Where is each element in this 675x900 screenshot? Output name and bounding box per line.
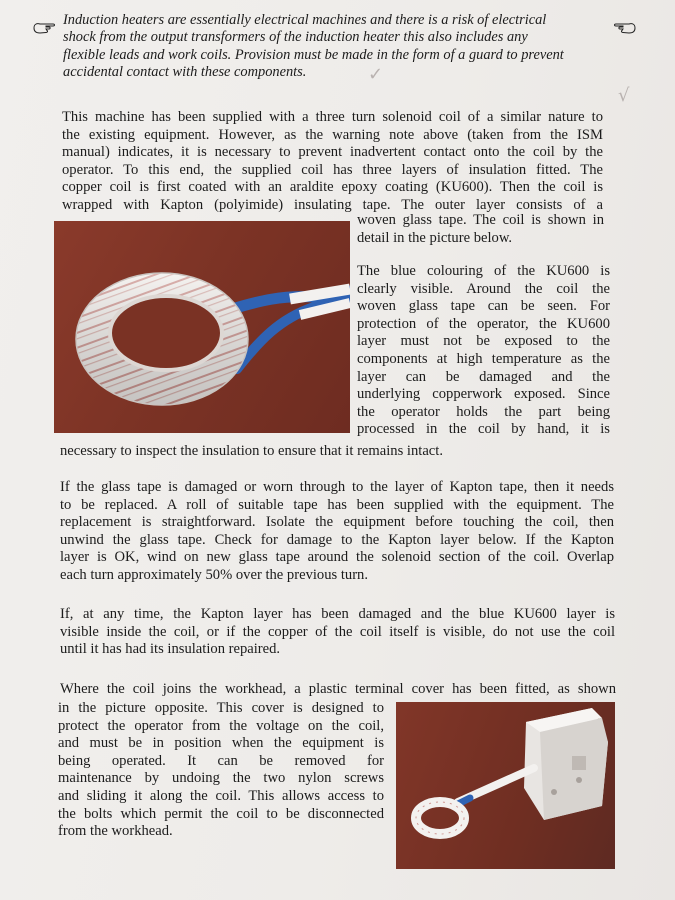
text-line: the operator holds the part being: [357, 403, 610, 420]
warning-line: shock from the output transformers of the induction heater this also includes any: [63, 29, 528, 46]
text-line: layer can be damaged and the: [357, 368, 610, 385]
terminal-cover-illustration: [396, 702, 615, 869]
text-line: layer is OK, wind on new glass tape around the solenoid section of the coil. Overlap: [60, 549, 614, 566]
pointing-hand-icon: [33, 21, 57, 35]
pencil-mark: √: [618, 85, 630, 106]
text-line: in the picture opposite. This cover is designed to: [58, 700, 384, 716]
text-line: maintenance by undoing the two nylon screws: [58, 770, 384, 787]
pencil-mark: ✓: [368, 64, 384, 85]
text-line: processed in the coil by hand, it is: [357, 421, 610, 438]
text-line: until it has had its insulation repaired.: [60, 641, 281, 658]
text-line: If the glass tape is damaged or worn through to the layer of Kapton tape, then it needs: [60, 479, 614, 495]
paragraph-terminal-cover: [58, 700, 384, 841]
pointing-hand-icon: [612, 21, 636, 35]
text-line: and must be in position when the equipment is: [58, 735, 384, 752]
coil-illustration: [54, 221, 350, 433]
text-line: the existing equipment. However, as the warning note above (taken from the ISM: [62, 126, 603, 143]
text-line: protect the operator from the voltage on the coil,: [58, 717, 384, 734]
text-line: and sliding it along the coil. This allows access to: [58, 787, 384, 804]
paragraph-terminal-cover-intro: [60, 681, 616, 699]
paragraph-kapton-damage: [60, 606, 615, 659]
text-line: the bolts which permit the coil to be disconnected: [58, 805, 384, 822]
paragraph-ku600: [357, 263, 610, 439]
text-line: The blue colouring of the KU600 is: [357, 263, 610, 279]
text-line: necessary to inspect the insulation to ensure that it remains intact.: [60, 443, 443, 459]
paragraph-glass-tape: [60, 479, 614, 585]
text-line: operator. To this end, the supplied coil has three layers of insulation fitted. The: [62, 161, 603, 178]
text-line: layer must not be exposed to the: [357, 333, 610, 350]
text-line: copper coil is first coated with an araldite epoxy coating (KU600). Then the coil is: [62, 179, 603, 196]
text-line: replacement is straightforward. Isolate the equipment before touching the coil, then: [60, 514, 614, 531]
paragraph-ku600-end: [60, 443, 620, 461]
text-line: Where the coil joins the workhead, a plastic terminal cover has been fitted, as shown: [60, 681, 616, 697]
text-line: woven glass tape. The coil is shown in: [357, 212, 604, 228]
warning-line: Induction heaters are essentially electrical machines and there is a risk of electrical: [63, 12, 547, 28]
paragraph-insulation-wrap: [357, 212, 604, 247]
text-line: from the workhead.: [58, 823, 173, 840]
text-line: unwind the glass tape. Check for damage to the Kapton layer below. If the Kapton: [60, 531, 614, 548]
text-line: wrapped with Kapton (polyimide) insulating tape. The outer layer consists of a: [62, 196, 603, 213]
text-line: If, at any time, the Kapton layer has been damaged and the blue KU600 layer is: [60, 606, 615, 622]
warning-note: [63, 12, 603, 82]
text-line: to be replaced. A roll of suitable tape has been supplied with the equipment. The: [60, 496, 614, 513]
text-line: visible inside the coil, or if the copper of the coil itself is visible, do not use the coil: [60, 623, 615, 640]
text-line: manual) indicates, it is necessary to prevent inadvertent contact onto the coil by the: [62, 144, 603, 161]
text-line: each turn approximately 50% over the previous turn.: [60, 566, 368, 583]
text-line: being operated. It can be removed for: [58, 752, 384, 769]
warning-line: flexible leads and work coils. Provision must be made in the form of a guard to prevent: [63, 46, 564, 63]
coil-photo: [54, 221, 350, 433]
text-line: protection of the operator, the KU600: [357, 315, 610, 332]
paragraph-insulation-intro: [62, 109, 603, 215]
text-line: This machine has been supplied with a three turn solenoid coil of a similar nature to: [62, 109, 603, 125]
text-line: components at high temperature as the: [357, 350, 610, 367]
text-line: woven glass tape can be seen. For: [357, 298, 610, 315]
warning-line: accidental contact with these components.: [63, 64, 307, 81]
text-line: detail in the picture below.: [357, 229, 513, 246]
text-line: underlying copperwork exposed. Since: [357, 386, 610, 403]
terminal-cover-photo: [396, 702, 615, 869]
text-line: clearly visible. Around the coil the: [357, 280, 610, 297]
